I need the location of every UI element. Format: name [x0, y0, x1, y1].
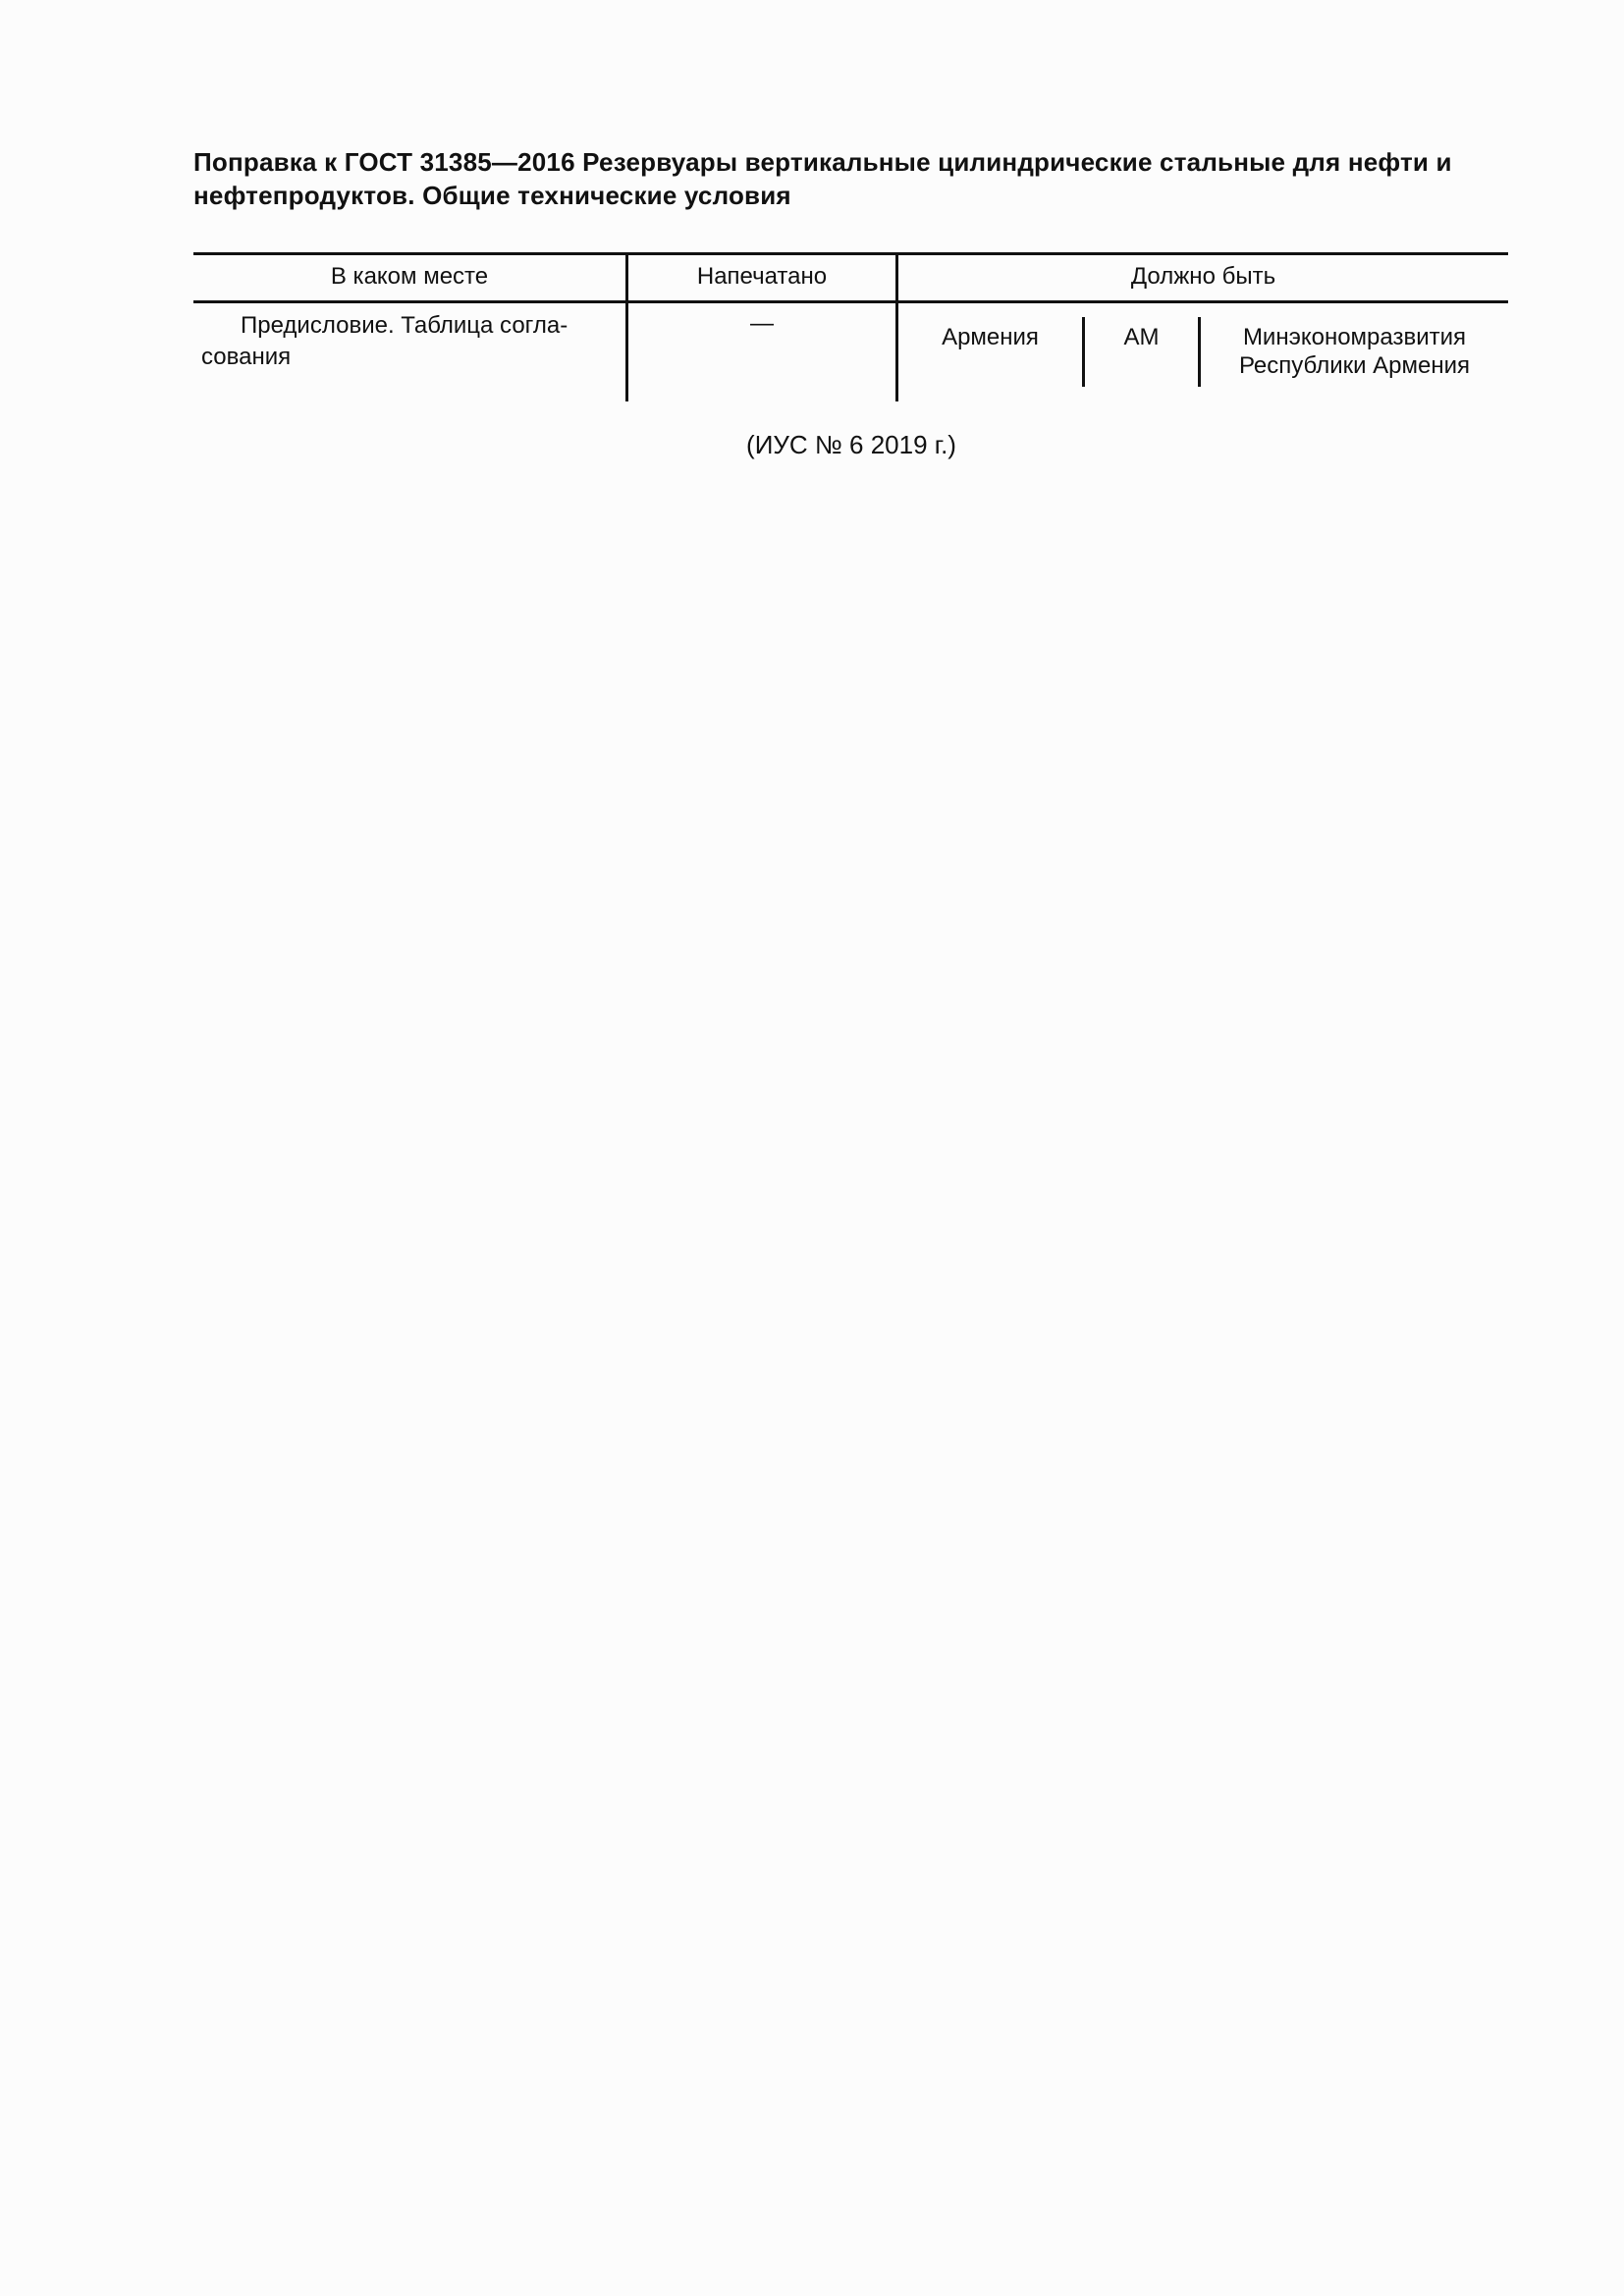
table-top-rule: [193, 252, 1508, 255]
cell-place-line-1: Предисловие. Таблица согла-: [241, 312, 568, 339]
header-printed: Напечатано: [696, 263, 828, 290]
cell-country-code: AM: [1123, 324, 1160, 350]
cell-place-line-2: сования: [201, 344, 292, 370]
cell-authority-line-1: Минэкономразвития: [1242, 324, 1467, 350]
document-title: [193, 145, 1514, 212]
document-title-line-2: нефтепродуктов. Общие технические условия: [193, 181, 791, 210]
header-where: В каком месте: [330, 263, 489, 290]
table-header-rule: [193, 300, 1508, 303]
header-should-be: Должно быть: [1130, 263, 1276, 290]
amendment-table: [193, 252, 1508, 401]
issue-reference-text: (ИУС № 6 2019 г.): [746, 430, 956, 459]
cell-printed: —: [750, 310, 774, 337]
cell-authority-line-2: Республики Армения: [1238, 352, 1471, 379]
document-title-line-1: Поправка к ГОСТ 31385—2016 Резервуары вертикальные цилиндрические стальные для нефти и: [193, 147, 1452, 177]
issue-reference: [0, 428, 1624, 461]
cell-country: Армения: [942, 324, 1039, 350]
